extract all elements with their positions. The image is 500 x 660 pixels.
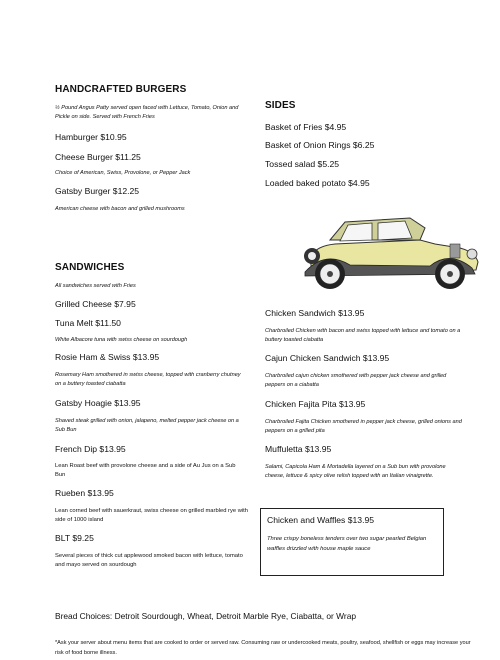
- sandwich-item: BLT $9.25: [55, 533, 94, 543]
- bread-choices: Bread Choices: Detroit Sourdough, Wheat, Detroit Marble Rye, Ciabatta, or Wrap: [55, 611, 357, 622]
- special-item: Chicken and Waffles $13.95: [267, 515, 375, 525]
- sandwich-item: Chicken Fajita Pita $13.95: [265, 399, 366, 409]
- sandwich-item: Chicken Sandwich $13.95: [265, 308, 365, 318]
- burgers-section: [55, 84, 245, 95]
- burger-item-desc: Choice of American, Swiss, Provolone, or Pepper Jack: [55, 170, 191, 176]
- side-item: Basket of Onion Rings $6.25: [265, 140, 375, 150]
- side-item: Basket of Fries $4.95: [265, 122, 347, 132]
- sandwich-item-note: Lean Roast beef with provolone cheese and a side of Au Jus on a Sub Bun: [55, 463, 236, 478]
- sandwich-item: Rueben $13.95: [55, 488, 114, 498]
- burger-item: Gatsby Burger $12.25: [55, 186, 140, 196]
- sandwich-item-desc: Charbroiled cajun chicken smothered with pepper jack cheese and grilled peppers on a ciabatta: [265, 373, 447, 388]
- special-desc: Three crispy boneless tenders over two sugar pearled Belgian waffles drizzled with house maple sauce: [267, 536, 427, 552]
- sandwich-item-desc: Shaved steak grilled with onion, jalapeno, melted pepper jack cheese on a Sub Bun: [55, 418, 239, 433]
- side-item: Tossed salad $5.25: [265, 159, 340, 169]
- sandwich-item-desc: White Albacore tuna with swiss cheese on sourdough: [55, 337, 188, 343]
- sides-title: SIDES: [265, 100, 296, 111]
- sandwich-item: Cajun Chicken Sandwich $13.95: [265, 353, 390, 363]
- burgers-desc: ½ Pound Angus Patty served open faced with Lettuce, Tomato, Onion and Pickle on side. Served with French Fries: [55, 105, 239, 120]
- sandwich-item-desc: Charbroiled Fajita Chicken smothered in pepper jack cheese, grilled onions and peppers on a grilled pita: [265, 419, 462, 434]
- burger-item-desc: American cheese with bacon and grilled mushrooms: [55, 206, 185, 212]
- sandwich-item-desc: Charbroiled Chicken with bacon and swiss topped with lettuce and tomato on a buttery toasted ciabatta: [265, 328, 461, 343]
- sandwich-item: Tuna Melt $11.50: [55, 318, 121, 328]
- burger-item: Cheese Burger $11.25: [55, 152, 141, 162]
- sandwiches-desc: All sandwiches served with Fries: [55, 283, 136, 289]
- burger-item: Hamburger $10.95: [55, 132, 127, 142]
- special-box: [260, 508, 444, 576]
- sandwich-item-note: Lean corned beef with sauerkraut, swiss cheese on grilled marbled rye with side of 1000 island: [55, 508, 249, 523]
- side-item: Loaded baked potato $4.95: [265, 178, 370, 188]
- disclaimer: *Ask your server about menu items that are cooked to order or served raw. Consuming raw or undercooked meats, poultry, seafood, shellfish or eggs may increase your risk of food borne illness.: [55, 639, 471, 656]
- sandwich-item: Rosie Ham & Swiss $13.95: [55, 352, 160, 362]
- sandwich-item: Grilled Cheese $7.95: [55, 299, 136, 309]
- sandwich-item: Muffuletta $13.95: [265, 444, 332, 454]
- vintage-car-illustration: [300, 210, 485, 292]
- sandwich-item: French Dip $13.95: [55, 444, 126, 454]
- sandwich-item-desc: Rosemary Ham smothered in swiss cheese, topped with cranberry chutney on a buttery toasted ciabatta: [55, 372, 241, 387]
- sandwiches-title: SANDWICHES: [55, 262, 125, 273]
- sandwich-item-desc: Salami, Capicola Ham & Mortadella layered on a Sub bun with provolone cheese, lettuce & spicy olive relish topped with an Italian vinaigrette.: [265, 464, 446, 479]
- sandwich-item-note: Several pieces of thick cut applewood smoked bacon with lettuce, tomato and mayo served on sourdough: [55, 553, 243, 568]
- burgers-title: HANDCRAFTED BURGERS: [55, 84, 187, 95]
- sandwich-item: Gatsby Hoagie $13.95: [55, 398, 141, 408]
